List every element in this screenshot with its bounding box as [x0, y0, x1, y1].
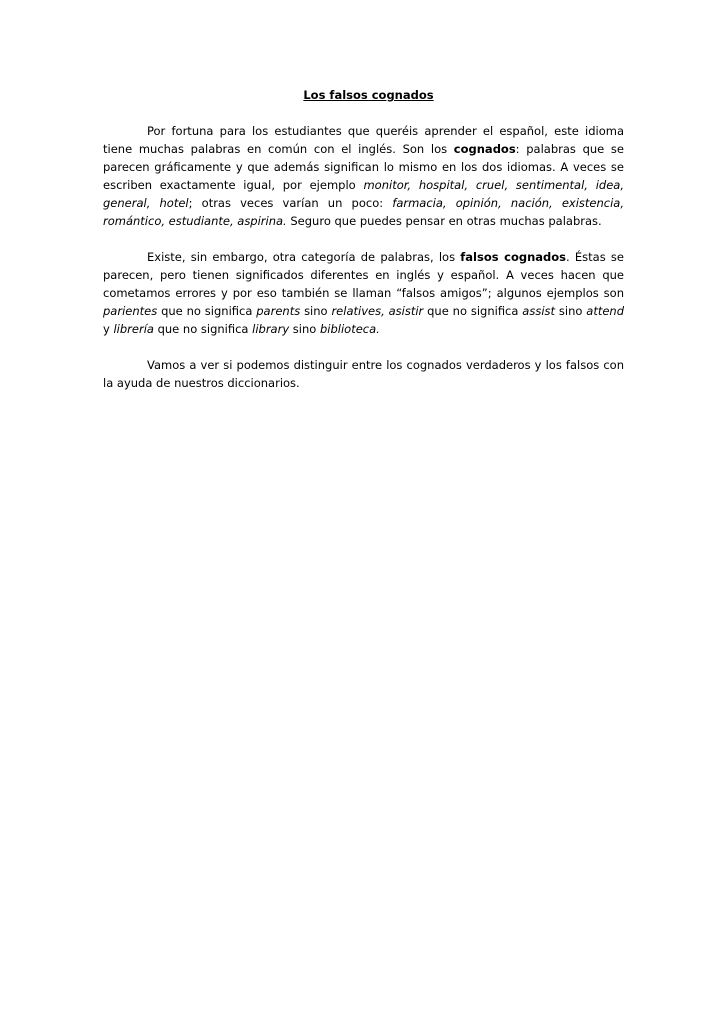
italic-example: parents — [256, 304, 301, 318]
text-run: sino — [555, 304, 587, 318]
italic-example: librería — [113, 322, 154, 336]
paragraph — [103, 356, 624, 392]
italic-example: relatives, asistir — [331, 304, 424, 318]
document-body — [103, 86, 624, 410]
italic-example: attend — [586, 304, 625, 318]
italic-example: assist — [522, 304, 556, 318]
text-run: Existe, sin embargo, otra categoría de palabras, los — [147, 250, 461, 264]
text-run: ; otras veces varían un poco: — [188, 196, 393, 210]
paragraph — [103, 122, 624, 230]
italic-example: biblioteca. — [319, 322, 380, 336]
italic-example: parientes — [103, 304, 158, 318]
text-run: y — [103, 322, 114, 336]
document-title: Los falsos cognados — [303, 88, 434, 102]
text-run: Por fortuna para los estudiantes que queréis aprender el español, este idioma tiene muchas palabras en común con el inglés. Son los — [103, 124, 624, 156]
bold-term: cognados — [453, 142, 516, 156]
text-run: . Éstas se parecen, pero tienen significados diferentes en inglés y español. A veces hacen que cometamos errores y por eso también se llaman “falsos amigos”; algunos ejemplos son — [103, 250, 624, 300]
text-run: Vamos a ver si podemos distinguir entre los cognados verdaderos y los falsos con la ayuda de nuestros diccionarios. — [103, 358, 624, 390]
italic-example: farmacia, opinión, nación, existencia, romántico, estudiante, aspirina. — [103, 196, 625, 228]
text-run: que no significa — [153, 322, 253, 336]
text-run: : palabras que se parecen gráficamente y que además significan lo mismo en los dos idiomas. A veces se escriben exactamente igual, por ejemplo — [103, 142, 624, 192]
text-run: sino — [300, 304, 332, 318]
paragraph — [103, 248, 624, 338]
text-run: sino — [289, 322, 320, 336]
text-run: Seguro que puedes pensar en otras muchas palabras. — [286, 214, 602, 228]
text-run: que no significa — [423, 304, 523, 318]
italic-example: library — [252, 322, 290, 336]
italic-example: monitor, hospital, cruel, sentimental, idea, general, hotel — [103, 178, 624, 210]
text-run: que no significa — [157, 304, 257, 318]
document-paragraphs — [103, 122, 624, 392]
bold-term: falsos cognados — [460, 250, 567, 264]
